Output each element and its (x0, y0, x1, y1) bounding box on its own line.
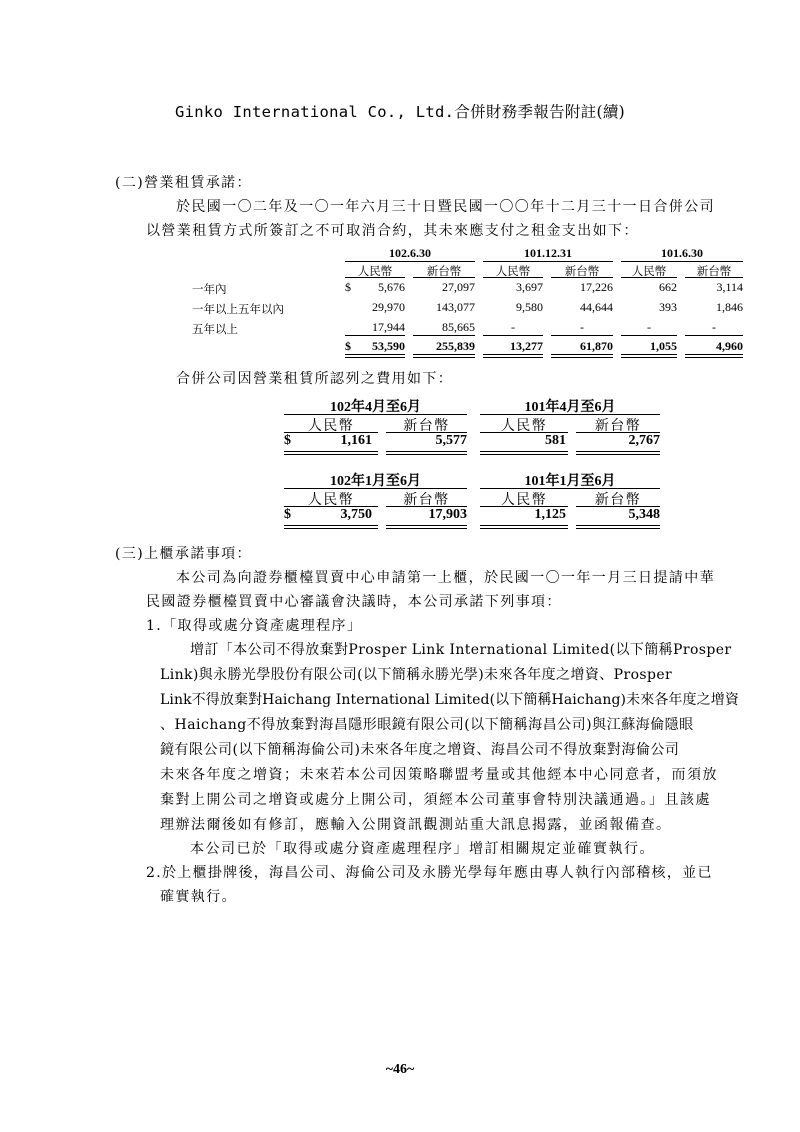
expense-value: 1,125 (534, 507, 566, 522)
expense-value: 2,767 (628, 433, 660, 448)
item2-line2: 確實執行。 (160, 889, 237, 905)
currency-header: 人民幣 (631, 264, 667, 278)
divider (480, 451, 568, 452)
currency-symbol: $ (345, 280, 351, 294)
divider (413, 354, 475, 355)
total-cell: 255,839 (436, 339, 475, 353)
divider (621, 354, 677, 355)
divider (551, 277, 613, 278)
table-cell: 44,644 (580, 300, 613, 314)
divider (284, 525, 378, 526)
expense-value: 581 (545, 433, 566, 448)
divider (685, 354, 743, 355)
currency-header: 人民幣 (495, 264, 531, 278)
expense-intro: 合併公司因營業租賃所認列之費用如下： (176, 371, 454, 387)
table-cell: 27,097 (442, 280, 475, 294)
divider (483, 354, 543, 355)
table-cell: 17,226 (580, 280, 613, 294)
total-cell: 61,870 (580, 339, 613, 353)
title-english: Ginko International Co., Ltd. (174, 103, 455, 121)
currency-header: 人民幣 (500, 418, 548, 434)
section2-paragraph-line2: 以營業租賃方式所簽訂之不可取消合約，其未來應支付之租金支出如下： (146, 223, 639, 239)
divider (621, 261, 743, 262)
divider (480, 528, 568, 529)
section3-heading: (三)上櫃承諾事項： (115, 546, 252, 562)
divider (576, 451, 660, 452)
currency-header: 新台幣 (426, 264, 462, 278)
divider (685, 357, 743, 358)
table-cell: - (712, 320, 716, 334)
period-header: 101年1月至6月 (524, 474, 616, 489)
divider (576, 525, 660, 526)
period-header-3: 101.6.30 (661, 246, 703, 260)
divider (621, 335, 677, 336)
period-header-2: 101.12.31 (524, 246, 572, 260)
section3-intro-line2: 民國證券櫃檯買賣中心審議會決議時，本公司承諾下列事項： (146, 594, 562, 610)
section3-intro-line1: 本公司為向證券櫃檯買賣中心申請第一上櫃，於民國一〇一年一月三日提請中華 (176, 570, 715, 586)
divider (345, 261, 475, 262)
item1-line: 、Haichang不得放棄對海昌隱形眼鏡有限公司(以下簡稱海昌公司)與江蘇海倫隱眼 (160, 717, 694, 733)
table-cell: 29,970 (372, 300, 405, 314)
section2-heading: (二)營業租賃承諾： (115, 175, 252, 191)
divider (345, 357, 405, 358)
table-cell: 143,077 (436, 300, 475, 314)
total-cell: 13,277 (510, 339, 543, 353)
divider (284, 528, 378, 529)
divider (386, 454, 467, 455)
item1-line: 理辦法爾後如有修訂，應輸入公開資訊觀測站重大訊息揭露，並函報備查。 (160, 817, 672, 833)
table-cell: 393 (659, 300, 677, 314)
table-cell: 5,676 (378, 280, 405, 294)
currency-header: 新台幣 (594, 492, 642, 508)
table-cell: - (647, 320, 651, 334)
row-label: 一年內 (192, 282, 227, 296)
divider (685, 277, 743, 278)
item1-title: 1.「取得或處分資產處理程序」 (146, 618, 363, 634)
period-header-1: 102.6.30 (389, 246, 431, 260)
table-cell: - (511, 320, 515, 334)
row-label: 一年以上五年以內 (192, 302, 284, 316)
total-cell: 53,590 (372, 339, 405, 353)
total-cell: 4,960 (716, 339, 743, 353)
item1-followup: 本公司已於「取得或處分資產處理程序」增訂相關規定並確實執行。 (190, 841, 655, 857)
table-cell: 9,580 (516, 300, 543, 314)
divider (345, 354, 405, 355)
divider (576, 454, 660, 455)
currency-symbol: $ (345, 339, 351, 353)
divider (345, 335, 405, 336)
divider (284, 454, 378, 455)
period-header: 102年1月至6月 (330, 474, 421, 489)
expense-value: 5,348 (628, 507, 660, 522)
expense-value: 3,750 (340, 507, 372, 522)
item1-line: Link不得放棄對Haichang International Limited(以下簡稱Haichang)未來各年度之增資 (160, 692, 739, 708)
currency-header: 人民幣 (357, 264, 393, 278)
divider (576, 528, 660, 529)
divider (386, 525, 467, 526)
currency-header: 新台幣 (403, 492, 450, 508)
divider (386, 451, 467, 452)
item1-line: 增訂「本公司不得放棄對Prosper Link International Limited(以下簡稱Prosper (190, 642, 732, 658)
page-title (0, 100, 800, 122)
total-cell: 1,055 (650, 339, 677, 353)
currency-header: 人民幣 (500, 492, 548, 508)
row-label: 五年以上 (192, 322, 238, 336)
divider (284, 451, 378, 452)
divider (551, 357, 613, 358)
item1-line: 棄對上開公司之增資或處分上開公司，須經本公司董事會特別決議通過。」且該處 (160, 792, 711, 808)
currency-symbol: $ (284, 433, 291, 448)
item1-line: Link)與永勝光學股份有限公司(以下簡稱永勝光學)未來各年度之增資、Prosper (160, 667, 673, 683)
expense-value: 5,577 (435, 433, 467, 448)
divider (551, 354, 613, 355)
currency-header: 人民幣 (307, 418, 355, 434)
period-header: 101年4月至6月 (524, 400, 616, 415)
period-header: 102年4月至6月 (330, 400, 421, 415)
item1-line: 鏡有限公司(以下簡稱海倫公司)未來各年度之增資、海昌公司不得放棄對海倫公司 (160, 742, 680, 758)
divider (621, 277, 677, 278)
currency-header: 新台幣 (594, 418, 642, 434)
divider (413, 277, 475, 278)
table-cell: 662 (659, 280, 677, 294)
divider (551, 335, 613, 336)
item1-line: 未來各年度之增資；未來若本公司因策略聯盟考量或其他經本中心同意者，而須放 (160, 767, 718, 783)
title-chinese: 合併財務季報告附註(續) (454, 103, 626, 121)
divider (480, 525, 568, 526)
currency-symbol: $ (284, 507, 291, 522)
divider (621, 357, 677, 358)
currency-header: 新台幣 (403, 418, 450, 434)
expense-value: 1,161 (340, 433, 372, 448)
table-cell: 17,944 (372, 320, 405, 334)
divider (483, 261, 613, 262)
divider (483, 357, 543, 358)
divider (480, 454, 568, 455)
table-cell: 3,114 (716, 280, 743, 294)
divider (413, 357, 475, 358)
item2-line1: 2.於上櫃掛牌後，海昌公司、海倫公司及永勝光學每年應由專人執行內部稽核，並已 (146, 865, 713, 881)
table-cell: 1,846 (716, 300, 743, 314)
currency-header: 新台幣 (564, 264, 600, 278)
divider (483, 335, 543, 336)
expense-value: 17,903 (428, 507, 467, 522)
currency-header: 人民幣 (307, 492, 355, 508)
divider (685, 335, 743, 336)
divider (386, 528, 467, 529)
table-cell: 3,697 (516, 280, 543, 294)
currency-header: 新台幣 (696, 264, 732, 278)
table-cell: 85,665 (442, 320, 475, 334)
divider (345, 277, 405, 278)
divider (483, 277, 543, 278)
page-number: ~46~ (385, 1062, 415, 1077)
divider (413, 335, 475, 336)
table-cell: - (580, 320, 584, 334)
section2-paragraph-line1: 於民國一〇二年及一〇一年六月三十日暨民國一〇〇年十二月三十一日合併公司 (176, 199, 715, 215)
